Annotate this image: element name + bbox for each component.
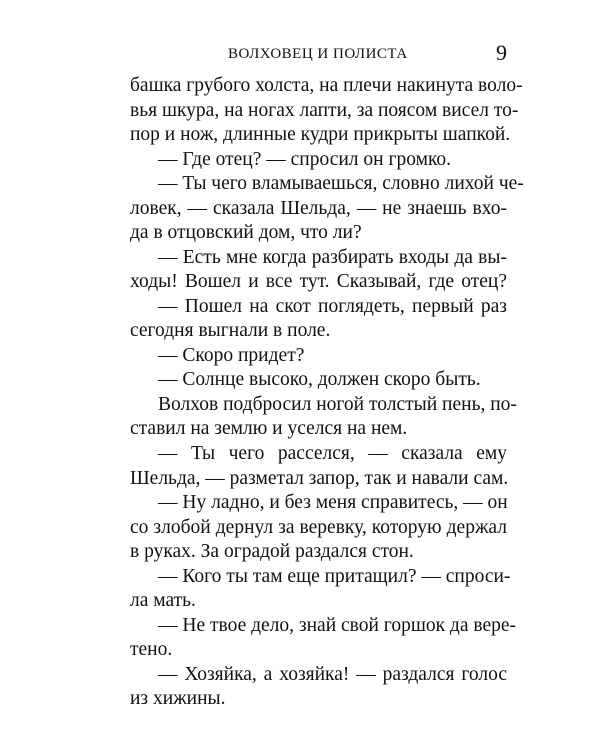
- text-line: — Скоро придет?: [158, 344, 305, 366]
- text-line: — Ты чего вламываешься, словно лихой че-: [158, 173, 524, 195]
- text-line: сегодня выгнали в поле.: [130, 320, 331, 342]
- text-line: ла мать.: [130, 590, 196, 612]
- running-title: ВОЛХОВЕЦ И ПОЛИСТА: [228, 46, 408, 62]
- text-line: да в отцовский дом, что ли?: [130, 222, 362, 244]
- page-header: [130, 42, 507, 66]
- text-line: ставил на землю и уселся на нем.: [130, 418, 408, 440]
- text-line: со злобой дернул за веревку, которую держал: [130, 516, 507, 538]
- text-line: — Хозяйка, а хозяйка! — раздался голос: [158, 663, 507, 685]
- text-line: из хижины.: [130, 688, 226, 710]
- text-line: Волхов подбросил ногой толстый пень, по-: [158, 393, 517, 415]
- text-line: — Кого ты там еще притащил? — спроси-: [158, 565, 511, 587]
- text-line: ходы! Вошел и все тут. Сказывай, где отец?: [130, 271, 507, 293]
- text-line: — Ну ладно, и без меня справитесь, — он: [158, 492, 508, 514]
- text-line: — Пошел на скот поглядеть, первый раз: [158, 295, 507, 317]
- text-line: — Ты чего расселся, — сказала ему: [158, 442, 507, 464]
- text-line: пор и нож, длинные кудри прикрыты шапкой.: [130, 124, 511, 146]
- text-line: — Есть мне когда разбирать входы да вы-: [158, 246, 507, 268]
- page-number: 9: [496, 40, 507, 65]
- text-line: — Где отец? — спросил он громко.: [158, 148, 452, 170]
- text-line: — Солнце высоко, должен скоро быть.: [158, 369, 481, 391]
- text-line: тено.: [130, 639, 173, 661]
- text-line: — Не твое дело, знай свой горшок да вере-: [158, 614, 517, 636]
- text-line: вья шкура, на ногах лапти, за поясом висел то-: [130, 99, 519, 121]
- text-line: башка грубого холста, на плечи накинута воло-: [130, 75, 523, 96]
- text-line: в руках. За оградой раздался стон.: [130, 541, 414, 563]
- text-line: Шельда, — разметал запор, так и навали сам.: [130, 467, 509, 489]
- text-line: ловек, — сказала Шельда, — не знаешь вхо-: [130, 197, 507, 219]
- page-body-text: [130, 74, 524, 712]
